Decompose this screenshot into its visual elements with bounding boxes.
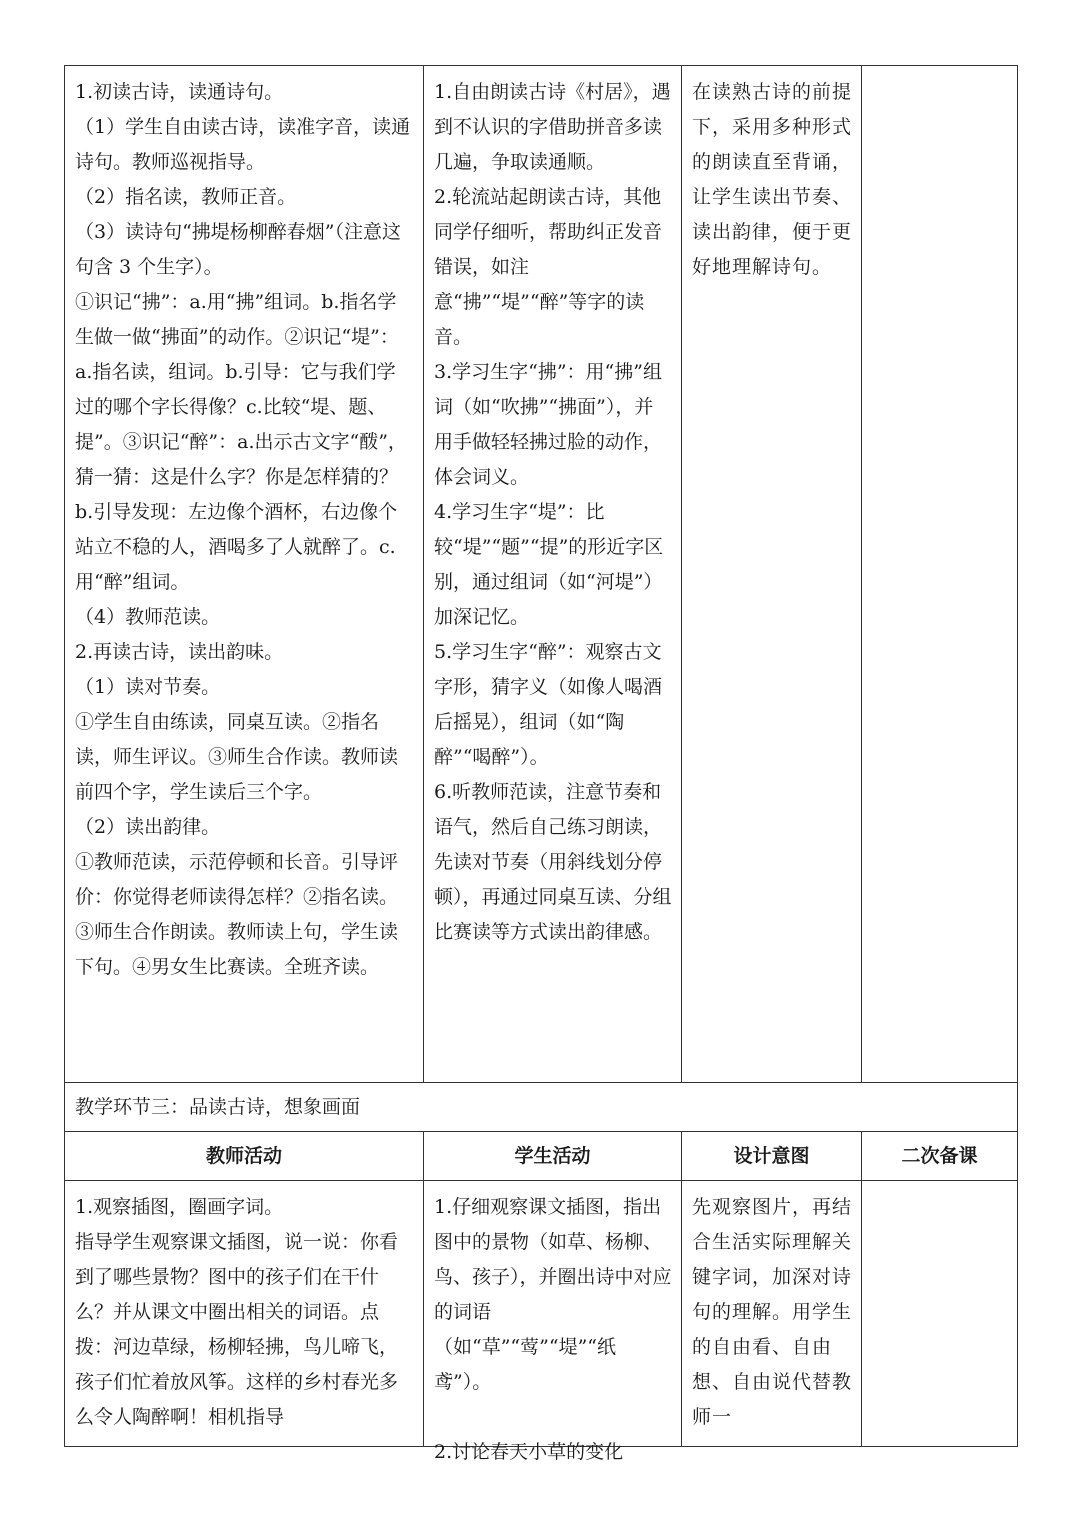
second-prep-cell bbox=[862, 66, 1018, 1083]
teacher-activity-text: 1.观察插图，圈画字词。 指导学生观察课文插图，说一说：你看到了哪些景物？图中的孩子们在干什么？并从课文中圈出相关的词语。点拨：河边草绿，杨柳轻拂，鸟儿啼飞，孩子们忙着放风筝。这样的乡村春光多么令人陶醉啊！相机指导 bbox=[75, 1196, 399, 1428]
table-row bbox=[65, 1083, 1018, 1132]
section-title-cell bbox=[65, 1083, 1018, 1132]
second-prep-text bbox=[862, 1181, 1017, 1446]
design-intent-text: 在读熟古诗的前提下，采用多种形式的朗读直至背诵，让学生读出节奏、读出韵律，便于更好地理解诗句。 bbox=[692, 81, 853, 278]
header-teacher: 教师活动 bbox=[205, 1145, 282, 1167]
student-activity-text: 1.仔细观察课文插图，指出图中的景物（如草、杨柳、鸟、孩子），并圈出诗中对应的词语（如“草”“莺”“堤”“纸鸢”）。 2.讨论春天小草的变化 bbox=[434, 1196, 672, 1463]
design-intent-cell bbox=[682, 66, 862, 1083]
header-second: 二次备课 bbox=[901, 1145, 978, 1167]
design-intent-cell bbox=[682, 1181, 862, 1447]
design-intent-text: 先观察图片，再结合生活实际理解关键字词，加深对诗句的理解。用学生的自由看、自由想、自由说代替教师一 bbox=[692, 1196, 853, 1428]
student-activity-cell bbox=[424, 66, 682, 1083]
table-row bbox=[65, 66, 1018, 1083]
lesson-plan-table bbox=[64, 65, 1018, 1463]
teacher-activity-cell bbox=[65, 66, 424, 1083]
second-prep-cell bbox=[862, 1181, 1018, 1447]
header-cell bbox=[682, 1132, 862, 1181]
student-activity-cell bbox=[424, 1181, 682, 1463]
header-student: 学生活动 bbox=[514, 1145, 591, 1167]
section-title: 教学环节三：品读古诗，想象画面 bbox=[75, 1096, 361, 1118]
teacher-activity-text: 1.初读古诗，读通诗句。 （1）学生自由读古诗，读准字音，读通诗句。教师巡视指导。 （2）指名读，教师正音。 （3）读诗句“拂堤杨柳醉春烟”（注意这句含 3 个生字）。 ①识记“拂”：a.用“拂”组词。b.指名学生做一做“拂面”的动作。②识记“堤”：a.指名读，组词。b.引导：它与我们学过的哪个字长得像？c.比较“堤、题、提”。③识记“醉”：a.出示古文字“酦”，猜一猜：这是什么字？你是怎样猜的？b.引导发现：左边像个酒杯，右边像个站立不稳的人，酒喝多了人就醉了。c.用“醉”组词。 （4）教师范读。 2.再读古诗，读出韵味。 （1）读对节奏。 ①学生自由练读，同桌互读。②指名读，师生评议。③师生合作读。教师读前四个字，学生读后三个字。 （2）读出韵律。 ①教师范读，示范停顿和长音。引导评价：你觉得老师读得怎样？②指名读。③师生合作朗读。教师读上句，学生读下句。④男女生比赛读。全班齐读。 bbox=[75, 81, 411, 978]
student-activity-text: 1.自由朗读古诗《村居》，遇到不认识的字借助拼音多读几遍，争取读通顺。 2.轮流站起朗读古诗，其他同学仔细听，帮助纠正发音错误，如注意“拂”“堤”“醉”等字的读音。 3.学习生字“拂”：用“拂”组词（如“吹拂”“拂面”），并用手做轻轻拂过脸的动作，体会词义。 4.学习生字“堤”：比较“堤”“题”“提”的形近字区别，通过组词（如“河堤”）加深记忆。 5.学习生字“醉”：观察古文字形，猜字义（如像人喝酒后摇晃），组词（如“陶醉”“喝醉”）。 6.听教师范读，注意节奏和语气，然后自己练习朗读，先读对节奏（用斜线划分停顿），再通过同桌互读、分组比赛读等方式读出韵律感。 bbox=[434, 81, 672, 943]
teacher-activity-cell bbox=[65, 1181, 424, 1447]
header-cell bbox=[424, 1132, 682, 1181]
header-intent: 设计意图 bbox=[733, 1145, 810, 1167]
header-cell bbox=[65, 1132, 424, 1181]
second-prep-text bbox=[862, 66, 1017, 85]
header-cell bbox=[862, 1132, 1018, 1181]
table-row bbox=[65, 1181, 1018, 1447]
header-row bbox=[65, 1132, 1018, 1181]
